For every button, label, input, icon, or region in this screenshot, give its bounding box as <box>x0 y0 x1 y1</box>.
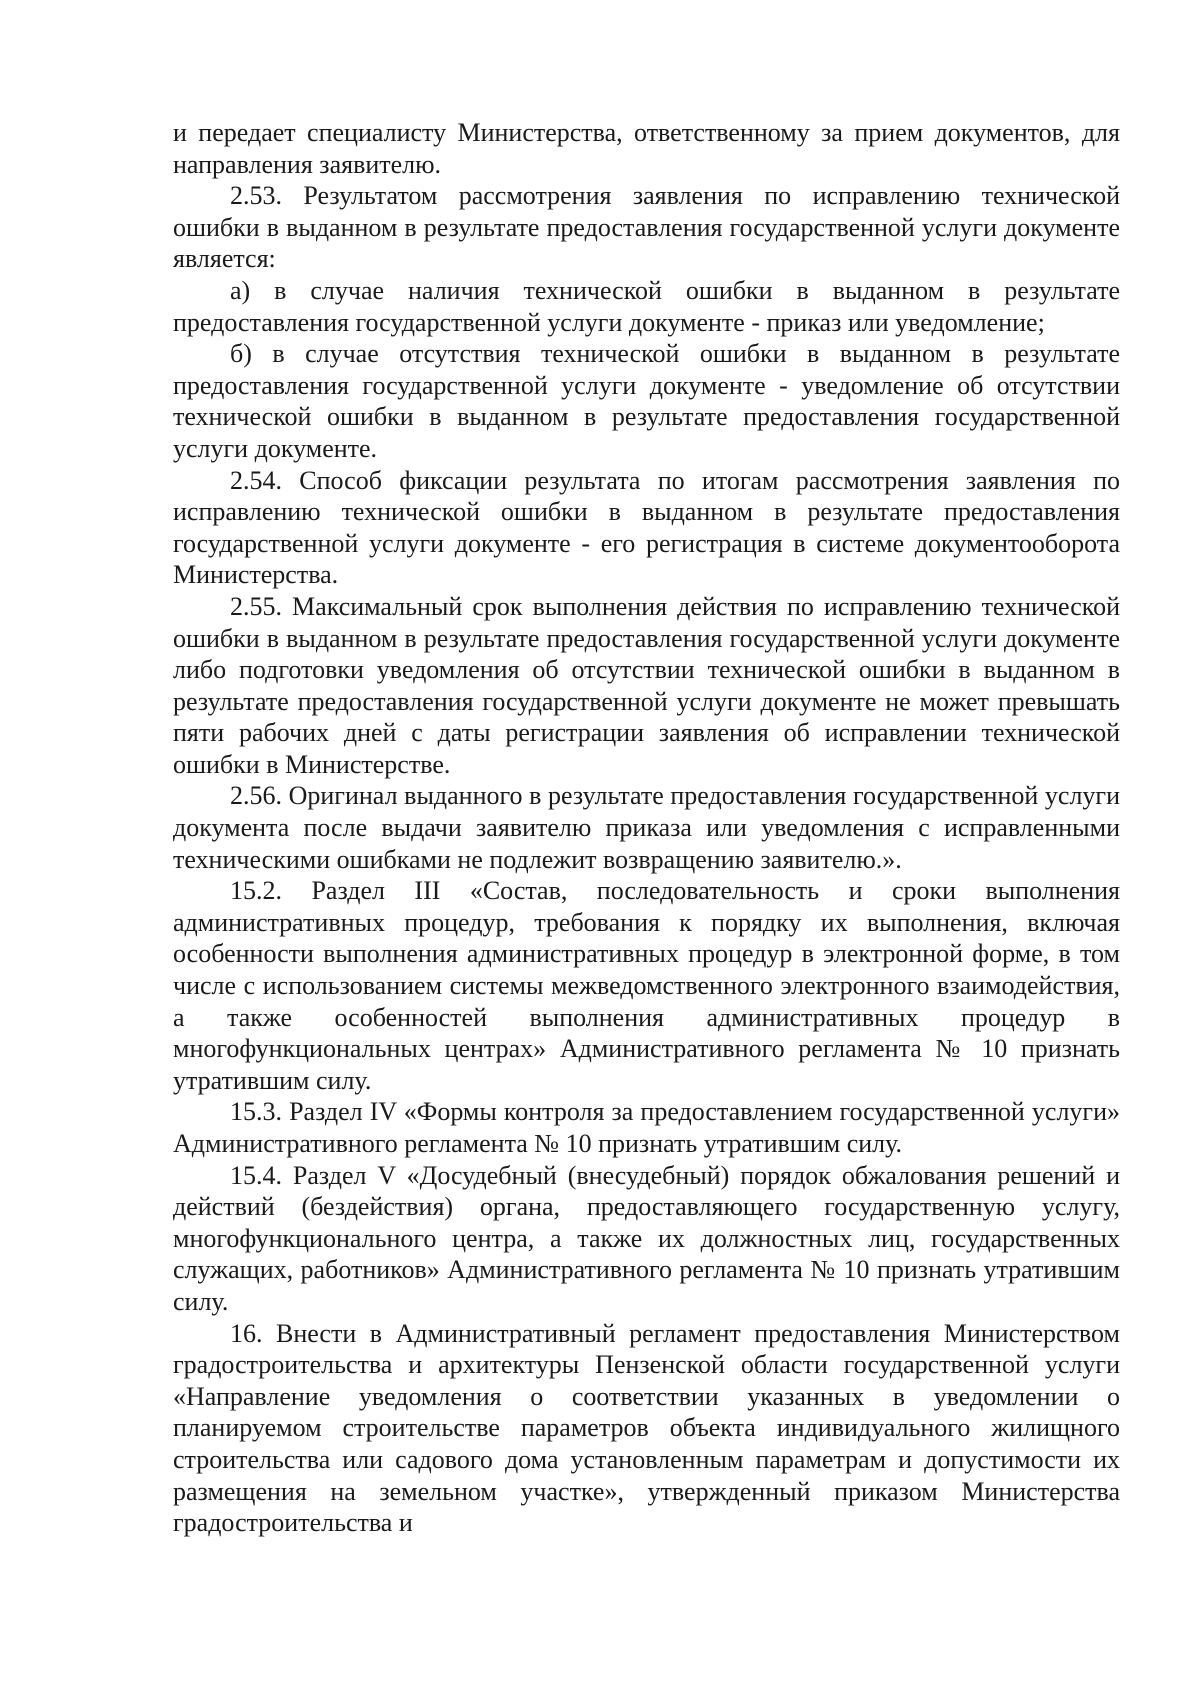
paragraph-15-3: 15.3. Раздел IV «Формы контроля за предоставлением государственной услуги» Административного регламента № 10 признать утратившим силу. <box>173 1097 1120 1158</box>
paragraph-item-a: а) в случае наличия технической ошибки в выданном в результате предоставления государственной услуги документе - приказ или уведомление; <box>173 275 1120 337</box>
paragraph-15-2: 15.2. Раздел III «Состав, последовательность и сроки выполнения административных процедур, требования к порядку их выполнения, включая особенности выполнения административных процедур в электронной форме, в том числе с использованием системы межведомственного электронного взаимодействия, а также особенностей выполнения административных процедур в многофункциональных центрах» Административного регламента № 10 признать утратившим силу. <box>173 876 1120 1095</box>
paragraph-15-4: 15.4. Раздел V «Досудебный (внесудебный) порядок обжалования решений и действий (бездействия) органа, предоставляющего государственную услугу, многофункционального центра, а также их должностных лиц, государственных служащих, работников» Административного регламента № 10 признать утратившим силу. <box>173 1160 1120 1316</box>
document-page <box>173 117 1120 1539</box>
paragraph-item-b: б) в случае отсутствия технической ошибки в выданном в результате предоставления государственной услуги документе - уведомление об отсутствии технической ошибки в выданном в результате предоставления государственной услуги документе. <box>173 339 1120 463</box>
paragraph-2-54: 2.54. Способ фиксации результата по итогам рассмотрения заявления по исправлению технической ошибки в выданном в результате предоставления государственной услуги документе - его регистрация в системе документооборота Министерства. <box>173 465 1120 590</box>
paragraph-2-55: 2.55. Максимальный срок выполнения действия по исправлению технической ошибки в выданном в результате предоставления государственной услуги документе либо подготовки уведомления об отсутствии технической ошибки в выданном в результате предоставления государственной услуги документе не может превышать пяти рабочих дней с даты регистрации заявления об исправлении технической ошибки в Министерстве. <box>173 591 1120 779</box>
paragraph-2-53: 2.53. Результатом рассмотрения заявления по исправлению технической ошибки в выданном в результате предоставления государственной услуги документе является: <box>173 181 1120 274</box>
paragraph-2-56: 2.56. Оригинал выданного в результате предоставления государственной услуги документа после выдачи заявителю приказа или уведомления с исправленными техническими ошибками не подлежит возвращению заявителю.». <box>173 781 1120 874</box>
paragraph-16: 16. Внести в Административный регламент предоставления Министерством градостроительства и архитектуры Пензенской области государственной услуги «Направление уведомления о соответствии указанных в уведомлении о планируемом строительстве параметров объекта индивидуального жилищного строительства или садового дома установленным параметрам и допустимости их размещения на земельном участке», утвержденный приказом Министерства градостроительства и <box>173 1318 1120 1538</box>
paragraph-continuation: и передает специалисту Министерства, ответственному за прием документов, для направления заявителю. <box>173 118 1120 179</box>
